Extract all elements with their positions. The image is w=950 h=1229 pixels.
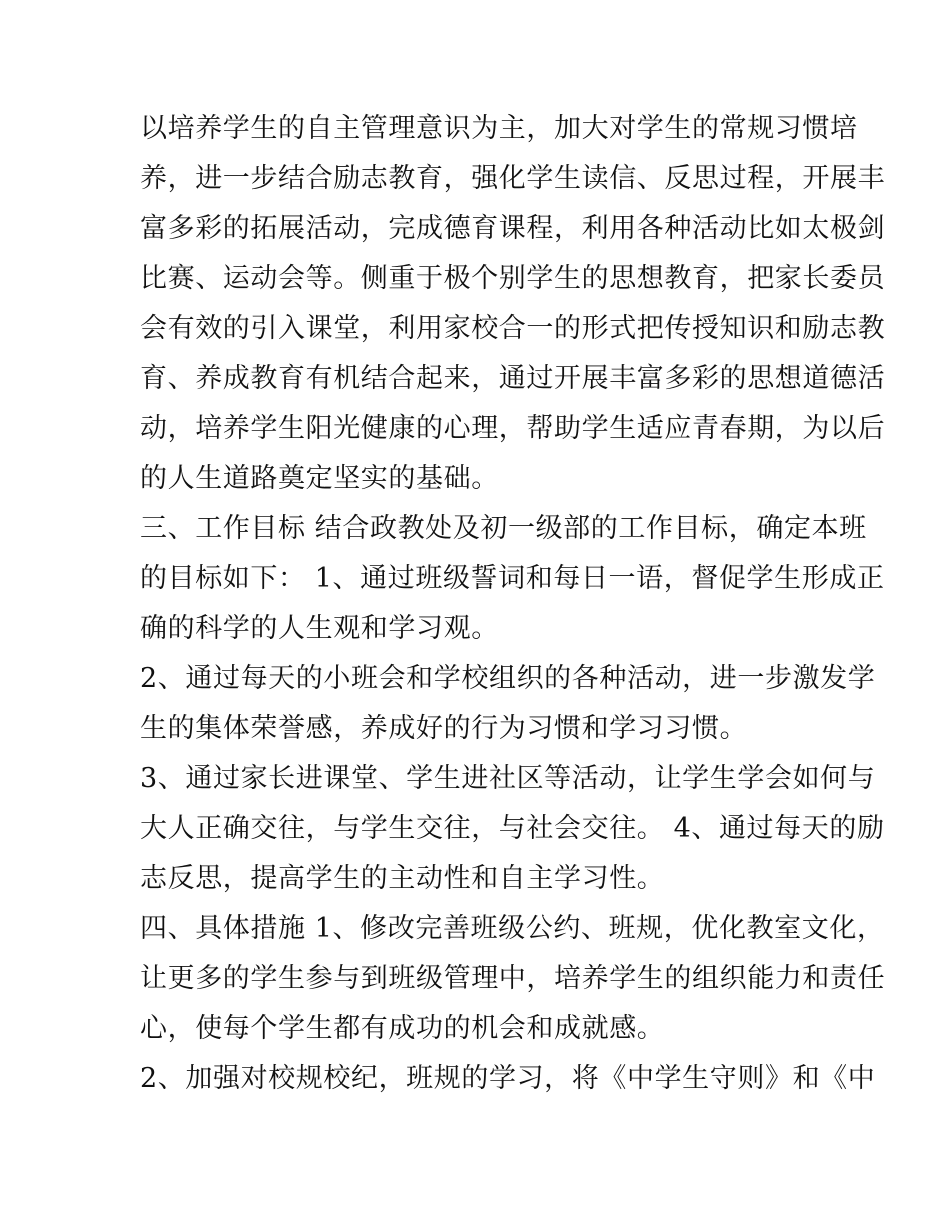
text-line: 育、养成教育有机结合起来，通过开展丰富多彩的思想道德活 <box>140 363 886 394</box>
text-line: 养，进一步结合励志教育，强化学生读信、反思过程，开展丰 <box>140 163 886 194</box>
paragraph-goal-3 <box>140 754 885 904</box>
text-line: 志反思，提高学生的主动性和自主学习性。 <box>140 863 665 894</box>
paragraph-goal-2 <box>140 654 876 754</box>
text-line: 确的科学的人生观和学习观。 <box>140 613 499 644</box>
paragraph-work-goals <box>140 504 885 654</box>
text-line: 四、具体措施 1、修改完善班级公约、班规，优化教室文化， <box>140 913 885 944</box>
paragraph-measures <box>140 904 886 1054</box>
text-line: 让更多的学生参与到班级管理中，培养学生的组织能力和责任 <box>140 963 886 994</box>
text-line: 大人正确交往，与学生交往，与社会交往。 4、通过每天的励 <box>140 813 885 844</box>
text-line: 2、加强对校规校纪，班规的学习，将《中学生守则》和《中 <box>140 1063 876 1094</box>
text-line: 会有效的引入课堂，利用家校合一的形式把传授知识和励志教 <box>140 313 886 344</box>
paragraph-measure-2 <box>140 1054 876 1104</box>
text-line: 心，使每个学生都有成功的机会和成就感。 <box>140 1013 665 1044</box>
text-line: 3、通过家长进课堂、学生进社区等活动，让学生学会如何与 <box>140 763 876 794</box>
text-line: 动，培养学生阳光健康的心理，帮助学生适应青春期，为以后 <box>140 413 886 444</box>
text-line: 比赛、运动会等。侧重于极个别学生的思想教育，把家长委员 <box>140 263 886 294</box>
text-line: 富多彩的拓展活动，完成德育课程，利用各种活动比如太极剑 <box>140 213 886 244</box>
text-line: 的目标如下： 1、通过班级誓词和每日一语，督促学生形成正 <box>140 563 885 594</box>
text-line: 生的集体荣誉感，养成好的行为习惯和学习习惯。 <box>140 713 748 744</box>
text-line: 的人生道路奠定坚实的基础。 <box>140 463 499 494</box>
text-line: 2、通过每天的小班会和学校组织的各种活动，进一步激发学 <box>140 663 876 694</box>
text-line: 以培养学生的自主管理意识为主，加大对学生的常规习惯培 <box>140 113 858 144</box>
document-body <box>140 104 886 1104</box>
text-line: 三、工作目标 结合政教处及初一级部的工作目标，确定本班 <box>140 513 867 544</box>
paragraph-moral-education <box>140 104 886 504</box>
